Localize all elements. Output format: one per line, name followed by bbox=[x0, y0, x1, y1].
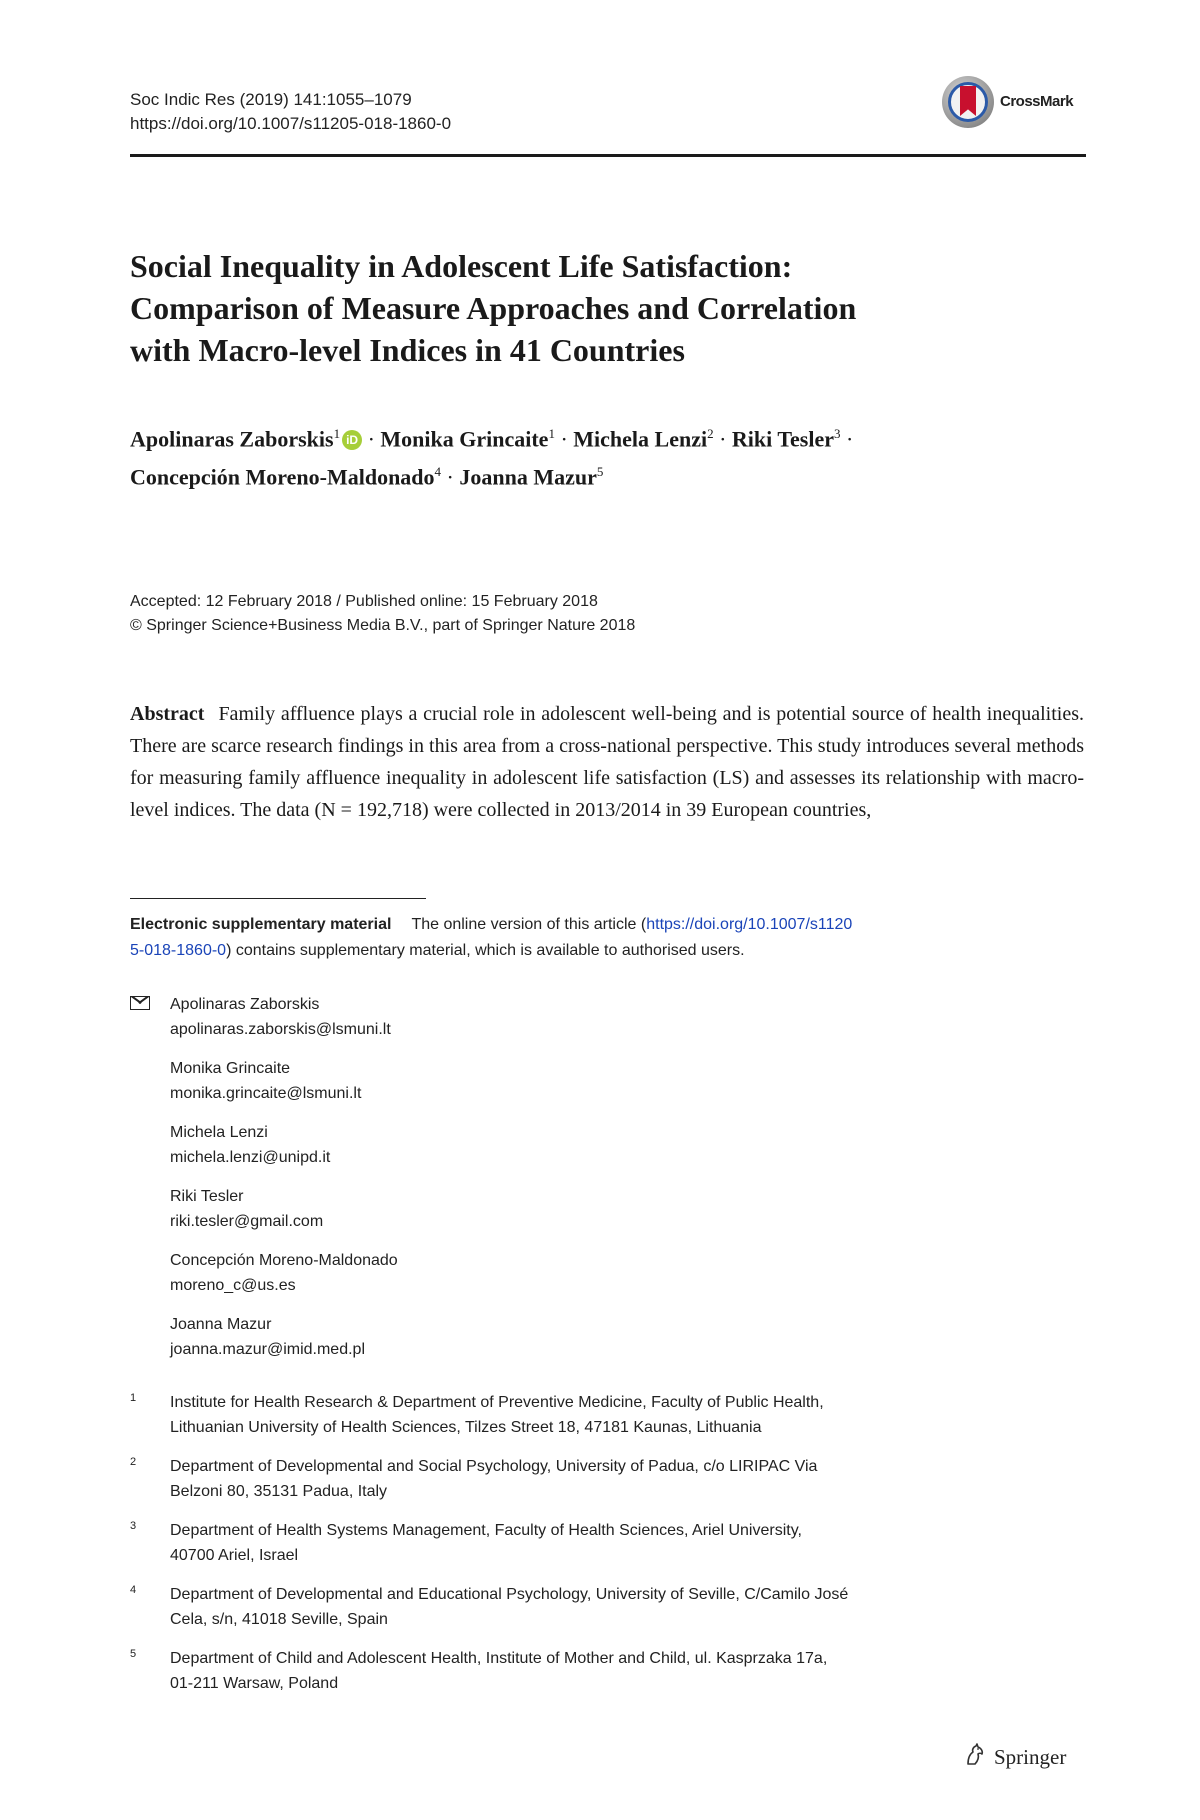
author-contacts bbox=[130, 992, 730, 1376]
contact-email[interactable]: riki.tesler@gmail.com bbox=[170, 1213, 324, 1230]
contact-email[interactable]: michela.lenzi@unipd.it bbox=[170, 1149, 331, 1166]
abstract bbox=[130, 698, 1084, 826]
author-name: Apolinaras Zaborskis bbox=[130, 426, 334, 452]
author-name: Joanna Mazur bbox=[459, 464, 597, 490]
article-title bbox=[130, 245, 1080, 371]
title-line: Social Inequality in Adolescent Life Satisfaction: bbox=[130, 248, 793, 284]
affiliation-entry bbox=[130, 1390, 1030, 1440]
title-line: with Macro-level Indices in 41 Countries bbox=[130, 332, 685, 368]
affiliation-line: Department of Health Systems Management, Faculty of Health Sciences, Ariel University, bbox=[170, 1522, 802, 1539]
affiliation-number: 2 bbox=[130, 1456, 137, 1468]
affiliation-number: 5 bbox=[130, 1648, 137, 1660]
author-separator: · bbox=[845, 426, 854, 452]
author-name: Riki Tesler bbox=[731, 426, 834, 452]
crossmark-label: CrossMark bbox=[1000, 93, 1074, 110]
esm-label: Electronic supplementary material bbox=[130, 916, 392, 933]
contact-name: Apolinaras Zaborskis bbox=[170, 996, 320, 1013]
contact-entry bbox=[130, 992, 730, 1042]
author-affil-mark: 1 bbox=[548, 426, 555, 441]
footnote-rule bbox=[130, 898, 426, 899]
title-line: Comparison of Measure Approaches and Correlation bbox=[130, 290, 857, 326]
affiliation-entry bbox=[130, 1518, 1030, 1568]
author-list bbox=[130, 417, 1080, 494]
affiliation-line: Department of Developmental and Educational Psychology, University of Seville, C/Camilo José bbox=[170, 1586, 849, 1603]
supplementary-material-note bbox=[130, 912, 1050, 964]
contact-name: Concepción Moreno-Maldonado bbox=[170, 1252, 398, 1269]
affiliation-line: 40700 Ariel, Israel bbox=[170, 1547, 299, 1564]
journal-citation: Soc Indic Res (2019) 141:1055–1079 bbox=[130, 90, 412, 109]
contact-email[interactable]: moreno_c@us.es bbox=[170, 1277, 296, 1294]
springer-horse-icon bbox=[962, 1742, 988, 1768]
author-affil-mark: 5 bbox=[596, 464, 604, 480]
copyright-notice: © Springer Science+Business Media B.V., part of Springer Nature 2018 bbox=[130, 617, 636, 634]
author-separator: · bbox=[560, 426, 568, 452]
esm-text-after: ) contains supplementary material, which is available to authorised users. bbox=[226, 942, 745, 959]
affiliation-entry bbox=[130, 1454, 1030, 1504]
journal-header bbox=[130, 88, 451, 136]
contact-entry bbox=[130, 1248, 730, 1298]
contact-entry bbox=[130, 1312, 730, 1362]
author-separator: · bbox=[719, 426, 727, 452]
affiliation-line: Department of Child and Adolescent Health, Institute of Mother and Child, ul. Kasprzaka 17a, bbox=[170, 1650, 828, 1667]
abstract-label: Abstract bbox=[130, 703, 205, 725]
envelope-icon bbox=[130, 996, 150, 1010]
author-separator: · bbox=[367, 426, 375, 452]
affiliation-line: Lithuanian University of Health Sciences, Tilzes Street 18, 47181 Kaunas, Lithuania bbox=[170, 1419, 762, 1436]
affiliation-line: Cela, s/n, 41018 Seville, Spain bbox=[170, 1611, 388, 1628]
author-affil-mark: 2 bbox=[707, 426, 714, 441]
esm-link-continued[interactable]: 5-018-1860-0 bbox=[130, 942, 227, 959]
affiliation-line: Department of Developmental and Social Psychology, University of Padua, c/o LIRIPAC Via bbox=[170, 1458, 818, 1475]
contact-name: Joanna Mazur bbox=[170, 1316, 272, 1333]
contact-entry bbox=[130, 1184, 730, 1234]
esm-text-before: The online version of this article ( bbox=[411, 916, 647, 933]
esm-link[interactable]: https://doi.org/10.1007/s1120 bbox=[646, 916, 853, 933]
header-rule bbox=[130, 154, 1086, 157]
author-affil-mark: 3 bbox=[833, 426, 841, 441]
affiliations bbox=[130, 1390, 1030, 1710]
contact-entry bbox=[130, 1120, 730, 1170]
publication-dates bbox=[130, 590, 635, 638]
orcid-icon[interactable]: iD bbox=[342, 430, 362, 450]
contact-entry bbox=[130, 1056, 730, 1106]
contact-email[interactable]: joanna.mazur@imid.med.pl bbox=[170, 1341, 365, 1358]
contact-email[interactable]: apolinaras.zaborskis@lsmuni.lt bbox=[170, 1021, 391, 1038]
publisher-name: Springer bbox=[994, 1745, 1067, 1769]
contact-name: Riki Tesler bbox=[170, 1188, 244, 1205]
contact-name: Michela Lenzi bbox=[170, 1124, 268, 1141]
accepted-published-dates: Accepted: 12 February 2018 / Published online: 15 February 2018 bbox=[130, 593, 598, 610]
author-name: Michela Lenzi bbox=[573, 426, 708, 452]
affiliation-number: 3 bbox=[130, 1520, 137, 1532]
affiliation-number: 1 bbox=[130, 1392, 137, 1404]
author-affil-mark: 1 bbox=[333, 426, 341, 441]
affiliation-line: 01-211 Warsaw, Poland bbox=[170, 1675, 339, 1692]
affiliation-line: Institute for Health Research & Department of Preventive Medicine, Faculty of Public Health, bbox=[170, 1394, 824, 1411]
contact-name: Monika Grincaite bbox=[170, 1060, 291, 1077]
author-affil-mark: 4 bbox=[434, 464, 442, 480]
contact-email[interactable]: monika.grincaite@lsmuni.lt bbox=[170, 1085, 362, 1102]
doi-link[interactable]: https://doi.org/10.1007/s11205-018-1860-0 bbox=[130, 114, 452, 133]
author-name: Monika Grincaite bbox=[380, 426, 549, 452]
crossmark-badge[interactable] bbox=[942, 76, 1082, 132]
affiliation-entry bbox=[130, 1582, 1030, 1632]
springer-logo bbox=[962, 1740, 1088, 1772]
author-name: Concepción Moreno-Maldonado bbox=[130, 464, 435, 490]
crossmark-icon bbox=[942, 76, 994, 128]
affiliation-number: 4 bbox=[130, 1584, 137, 1596]
abstract-text: Family affluence plays a crucial role in adolescent well-being and is potential source of health inequalities. There are scarce research findings in this area from a cross-national perspective. This study introduces several methods for measuring family affluence inequality in adolescent life satisfaction (LS) and assesses its relationship with macro-level indices. The data (N = 192,718) were collected in 2013/2014 in 39 European countries, bbox=[130, 703, 1084, 821]
affiliation-entry bbox=[130, 1646, 1030, 1696]
affiliation-line: Belzoni 80, 35131 Padua, Italy bbox=[170, 1483, 388, 1500]
author-separator: · bbox=[446, 464, 454, 490]
